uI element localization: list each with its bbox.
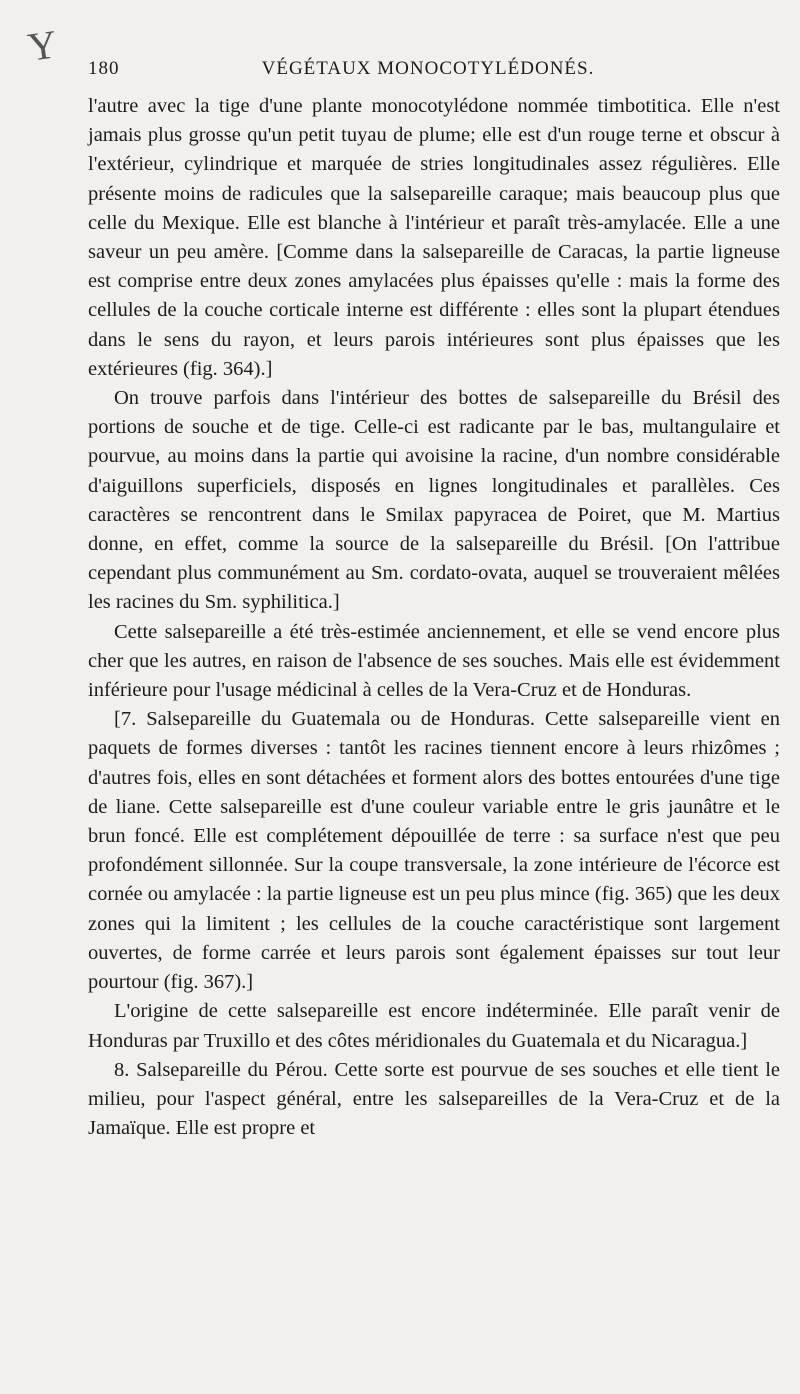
paragraph-4: [7. Salsepareille du Guatemala ou de Honduras. Cette salsepareille vient en paquets de formes diverses : tantôt les racines tiennent encore à leurs rhizômes ; d'autres fois, elles en sont détachées et forment alors des bottes entourées d'une tige de liane. Cette salsepareille est d'une couleur variable entre le gris jaunâtre et le brun foncé. Elle est complétement dépouillée de terre : sa surface n'est que peu profondément sillonnée. Sur la coupe transversale, la zone intérieure de l'écorce est cornée ou amylacée : la partie ligneuse est un peu plus mince (fig. 365) que les deux zones qui la limitent ; les cellules de la couche caractéristique sont largement ouvertes, de forme carrée et leurs parois sont également épaisses sur tout leur pourtour (fig. 367).] <box>88 708 780 994</box>
text-body <box>88 92 780 1143</box>
paragraph-1: l'autre avec la tige d'une plante monocotylédone nommée timbotitica. Elle n'est jamais plus grosse qu'un petit tuyau de plume; elle est d'un rouge terne et obscur à l'extérieur, cylindrique et marquée de stries longitudinales assez régulières. Elle présente moins de radicules que la salsepareille caraque; mais beaucoup plus que celle du Mexique. Elle est blanche à l'intérieur et paraît très-amylacée. Elle a une saveur un peu amère. [Comme dans la salsepareille de Caracas, la partie ligneuse est comprise entre deux zones amylacées plus épaisses qu'elle : mais la forme des cellules de la couche corticale interne est différente : elles sont la plupart étendues dans le sens du rayon, et leurs parois intérieures sont plus épaisses que les extérieures (fig. 364).] <box>88 95 780 380</box>
page-header <box>88 58 778 84</box>
margin-pencil-mark: Y <box>25 21 60 70</box>
paragraph-3: Cette salsepareille a été très-estimée anciennement, et elle se vend encore plus cher que les autres, en raison de l'absence de ses souches. Mais elle est évidemment inférieure pour l'usage médicinal à celles de la Vera-Cruz et de Honduras. <box>88 620 780 702</box>
page-number: 180 <box>88 58 120 79</box>
paragraph-5: L'origine de cette salsepareille est encore indéterminée. Elle paraît venir de Honduras par Truxillo et des côtes méridionales du Guatemala et du Nicaragua.] <box>88 1000 780 1052</box>
paragraph-6: 8. Salsepareille du Pérou. Cette sorte est pourvue de ses souches et elle tient le milieu, pour l'aspect général, entre les salsepareilles de la Vera-Cruz et de la Jamaïque. Elle est propre et <box>88 1058 780 1140</box>
running-head: VÉGÉTAUX MONOCOTYLÉDONÉS. <box>261 58 595 79</box>
paragraph-2: On trouve parfois dans l'intérieur des bottes de salsepareille du Brésil des portions de souche et de tige. Celle-ci est radicante par le bas, multangulaire et pourvue, au moins dans la partie qui avoisine la racine, d'un nombre considérable d'aiguillons superficiels, disposés en lignes longitudinales et parallèles. Ces caractères se rencontrent dans le Smilax papyracea de Poiret, que M. Martius donne, en effet, comme la source de la salsepareille du Brésil. [On l'attribue cependant plus communément au Sm. cordato-ovata, auquel se trouveraient mêlées les racines du Sm. syphilitica.] <box>88 387 780 614</box>
